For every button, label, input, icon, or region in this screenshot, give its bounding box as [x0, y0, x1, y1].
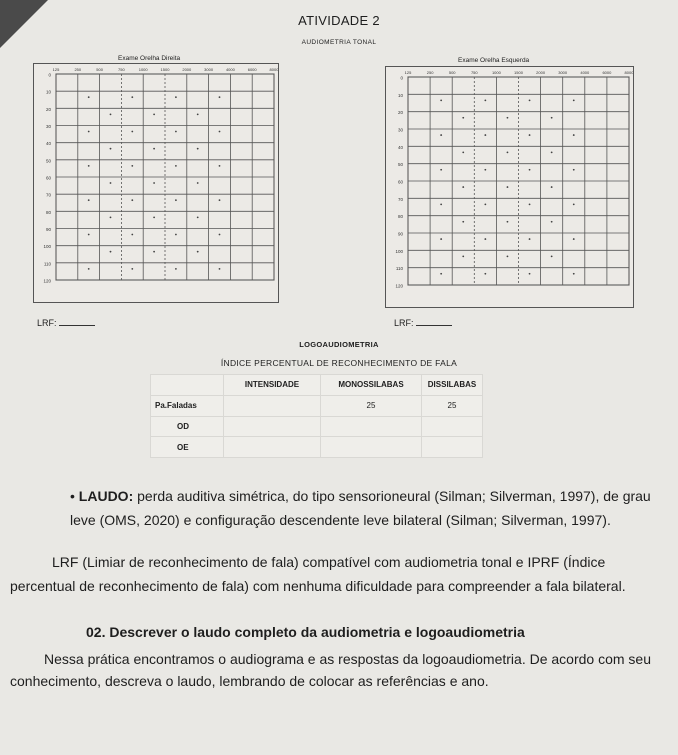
db-tick-label: 110	[43, 261, 51, 267]
frequency-tick-label: 8000	[269, 67, 278, 72]
table-row-label: Pa.Faladas	[151, 395, 224, 416]
db-tick-label: 100	[43, 244, 51, 250]
frequency-tick-label: 2000	[536, 70, 546, 75]
frequency-tick-label: 1500	[514, 70, 523, 75]
table-cell	[321, 416, 422, 437]
grid-dot	[462, 256, 464, 258]
db-tick-label: 30	[45, 124, 51, 129]
grid-dot	[440, 134, 442, 136]
grid-dot	[153, 251, 155, 253]
grid-dot	[110, 251, 112, 253]
bullet-dot: •	[70, 488, 75, 504]
table-header-cell: MONOSSILABAS	[321, 375, 422, 396]
table-cell	[422, 416, 483, 437]
grid-dot	[88, 131, 90, 133]
table-row	[151, 437, 483, 458]
grid-dot	[153, 148, 155, 150]
table-cell	[321, 437, 422, 458]
grid-dot	[529, 204, 531, 206]
question-2-title: 02. Descrever o laudo completo da audiometria e logoaudiometria	[86, 624, 525, 640]
grid-dot	[507, 186, 509, 188]
grid-dot	[131, 199, 133, 201]
page-subtitle: AUDIOMETRIA TONAL	[301, 39, 377, 46]
frequency-tick-label: 500	[96, 67, 103, 72]
frequency-tick-label: 6000	[247, 67, 257, 72]
frequency-tick-label: 6000	[602, 70, 612, 75]
page-title: ATIVIDADE 2	[298, 13, 380, 28]
frequency-tick-label: 1000	[491, 70, 501, 75]
db-tick-label: 100	[395, 248, 403, 254]
grid-dot	[88, 165, 90, 167]
db-tick-label: 90	[397, 231, 403, 237]
db-tick-label: 80	[45, 209, 51, 215]
db-tick-label: 0	[48, 72, 51, 78]
grid-dot	[573, 100, 575, 102]
grid-dot	[462, 152, 464, 154]
frequency-tick-label: 500	[448, 70, 456, 75]
frequency-tick-label: 1500	[160, 67, 170, 72]
table-header-row	[151, 375, 483, 396]
lrf-paragraph-text: LRF (Limiar de reconhecimento de fala) compatível com audiometria tonal e IPRF (Índice percentual de reconhecimento de fala) com nenhuma dificuldade para compreender a fala bilateral.	[10, 554, 626, 594]
db-tick-label: 30	[397, 127, 403, 133]
grid-dot	[462, 117, 464, 119]
right-ear-lrf-label: LRF:	[37, 318, 57, 328]
grid-dot	[529, 169, 531, 171]
grid-dot	[551, 221, 553, 223]
left-ear-audiogram	[385, 66, 634, 308]
db-tick-label: 90	[45, 227, 51, 232]
grid-dot	[110, 182, 112, 184]
grid-dot	[110, 148, 112, 150]
grid-dot	[131, 234, 133, 236]
grid-dot	[153, 182, 155, 184]
report-lead: LAUDO:	[78, 488, 134, 504]
grid-dot	[219, 96, 221, 98]
frequency-tick-label: 750	[118, 67, 125, 72]
grid-dot	[507, 152, 509, 154]
db-tick-label: 70	[45, 192, 51, 198]
db-tick-label: 80	[397, 214, 403, 220]
grid-dot	[175, 96, 177, 98]
table-header-cell	[151, 375, 224, 396]
grid-dot	[551, 256, 553, 258]
grid-dot	[573, 169, 575, 171]
grid-dot	[219, 234, 221, 236]
grid-dot	[175, 268, 177, 270]
grid-dot	[131, 165, 133, 167]
grid-dot	[219, 268, 221, 270]
grid-dot	[484, 134, 486, 136]
grid-dot	[175, 131, 177, 133]
grid-dot	[573, 238, 575, 240]
left-ear-lrf	[394, 318, 452, 328]
db-tick-label: 70	[397, 196, 403, 202]
grid-dot	[484, 204, 486, 206]
grid-dot	[440, 169, 442, 171]
grid-dot	[131, 268, 133, 270]
db-tick-label: 10	[45, 89, 51, 95]
grid-dot	[440, 273, 442, 275]
grid-dot	[440, 204, 442, 206]
table-cell: 25	[321, 395, 422, 416]
grid-dot	[529, 238, 531, 240]
grid-dot	[573, 273, 575, 275]
grid-dot	[507, 256, 509, 258]
lrf-paragraph	[10, 550, 662, 598]
db-tick-label: 10	[397, 92, 403, 98]
speech-index-title: ÍNDICE PERCENTUAL DE RECONHECIMENTO DE FALA	[220, 358, 458, 368]
right-ear-lrf-blank	[59, 325, 95, 326]
grid-dot	[529, 134, 531, 136]
db-tick-label: 120	[395, 283, 403, 289]
table-header-cell: INTENSIDADE	[224, 375, 321, 396]
grid-dot	[551, 117, 553, 119]
db-tick-label: 50	[45, 158, 51, 164]
grid-dot	[175, 234, 177, 236]
table-row-label: OE	[151, 437, 224, 458]
grid-dot	[110, 113, 112, 115]
grid-dot	[197, 216, 199, 218]
left-ear-lrf-label: LRF:	[394, 318, 414, 328]
frequency-tick-label: 4000	[580, 70, 590, 75]
grid-dot	[175, 199, 177, 201]
db-tick-label: 50	[397, 162, 403, 168]
frequency-tick-label: 125	[52, 67, 60, 72]
grid-dot	[573, 134, 575, 136]
table-cell	[224, 416, 321, 437]
table-cell	[422, 437, 483, 458]
frequency-tick-label: 125	[404, 70, 412, 75]
grid-dot	[110, 216, 112, 218]
grid-dot	[462, 186, 464, 188]
left-ear-grid	[386, 67, 633, 307]
grid-dot	[507, 221, 509, 223]
grid-dot	[88, 234, 90, 236]
grid-dot	[551, 152, 553, 154]
frequency-tick-label: 1000	[138, 67, 148, 72]
grid-dot	[153, 113, 155, 115]
grid-dot	[484, 169, 486, 171]
logoaudiometry-title: LOGOAUDIOMETRIA	[299, 340, 379, 349]
table-row	[151, 395, 483, 416]
grid-dot	[131, 131, 133, 133]
grid-dot	[197, 182, 199, 184]
right-ear-grid	[34, 64, 278, 302]
db-tick-label: 60	[45, 175, 51, 181]
left-ear-lrf-blank	[416, 325, 452, 326]
speech-recognition-table	[150, 374, 483, 458]
grid-dot	[88, 96, 90, 98]
frequency-tick-label: 250	[74, 67, 82, 72]
frequency-tick-label: 4000	[225, 67, 235, 72]
grid-dot	[529, 273, 531, 275]
db-tick-label: 110	[395, 266, 403, 272]
frequency-tick-label: 3000	[558, 70, 568, 75]
table-cell: 25	[422, 395, 483, 416]
db-tick-label: 120	[43, 278, 51, 284]
frequency-tick-label: 250	[426, 70, 434, 75]
grid-dot	[462, 221, 464, 223]
report-bullet	[70, 484, 660, 532]
frequency-tick-label: 3000	[204, 67, 214, 72]
right-ear-title: Exame Orelha Direita	[118, 55, 181, 62]
frequency-tick-label: 2000	[182, 67, 192, 72]
table-row-label: OD	[151, 416, 224, 437]
frequency-tick-label: 750	[470, 70, 478, 75]
db-tick-label: 40	[397, 144, 403, 150]
left-ear-title: Exame Orelha Esquerda	[458, 57, 530, 64]
grid-dot	[484, 238, 486, 240]
db-tick-label: 20	[45, 106, 51, 112]
db-tick-label: 40	[45, 141, 51, 147]
grid-dot	[131, 96, 133, 98]
grid-dot	[219, 199, 221, 201]
right-ear-lrf	[37, 318, 95, 328]
grid-dot	[197, 251, 199, 253]
grid-dot	[529, 100, 531, 102]
grid-dot	[484, 273, 486, 275]
db-tick-label: 0	[400, 75, 403, 81]
table-row	[151, 416, 483, 437]
grid-dot	[197, 113, 199, 115]
grid-dot	[440, 100, 442, 102]
db-tick-label: 60	[397, 179, 403, 185]
grid-dot	[219, 131, 221, 133]
report-text: perda auditiva simétrica, do tipo sensorioneural (Silman; Silverman, 1997), de grau leve (OMS, 2020) e configuração descendente leve bilateral (Silman; Silverman, 1997).	[70, 488, 651, 528]
grid-dot	[484, 100, 486, 102]
grid-dot	[88, 199, 90, 201]
grid-dot	[551, 186, 553, 188]
grid-dot	[88, 268, 90, 270]
table-cell	[224, 437, 321, 458]
right-ear-audiogram	[33, 63, 279, 303]
table-cell	[224, 395, 321, 416]
question-2-paragraph	[10, 648, 662, 692]
grid-dot	[153, 216, 155, 218]
grid-dot	[197, 148, 199, 150]
grid-dot	[440, 238, 442, 240]
grid-dot	[573, 204, 575, 206]
table-header-cell: DISSILABAS	[422, 375, 483, 396]
grid-dot	[219, 165, 221, 167]
grid-dot	[507, 117, 509, 119]
grid-dot	[175, 165, 177, 167]
db-tick-label: 20	[397, 110, 403, 116]
frequency-tick-label: 8000	[624, 70, 633, 75]
question-2-text: Nessa prática encontramos o audiograma e as respostas da logoaudiometria. De acordo com seu conhecimento, descreva o laudo, lembrando de colocar as referências e ano.	[10, 651, 651, 689]
